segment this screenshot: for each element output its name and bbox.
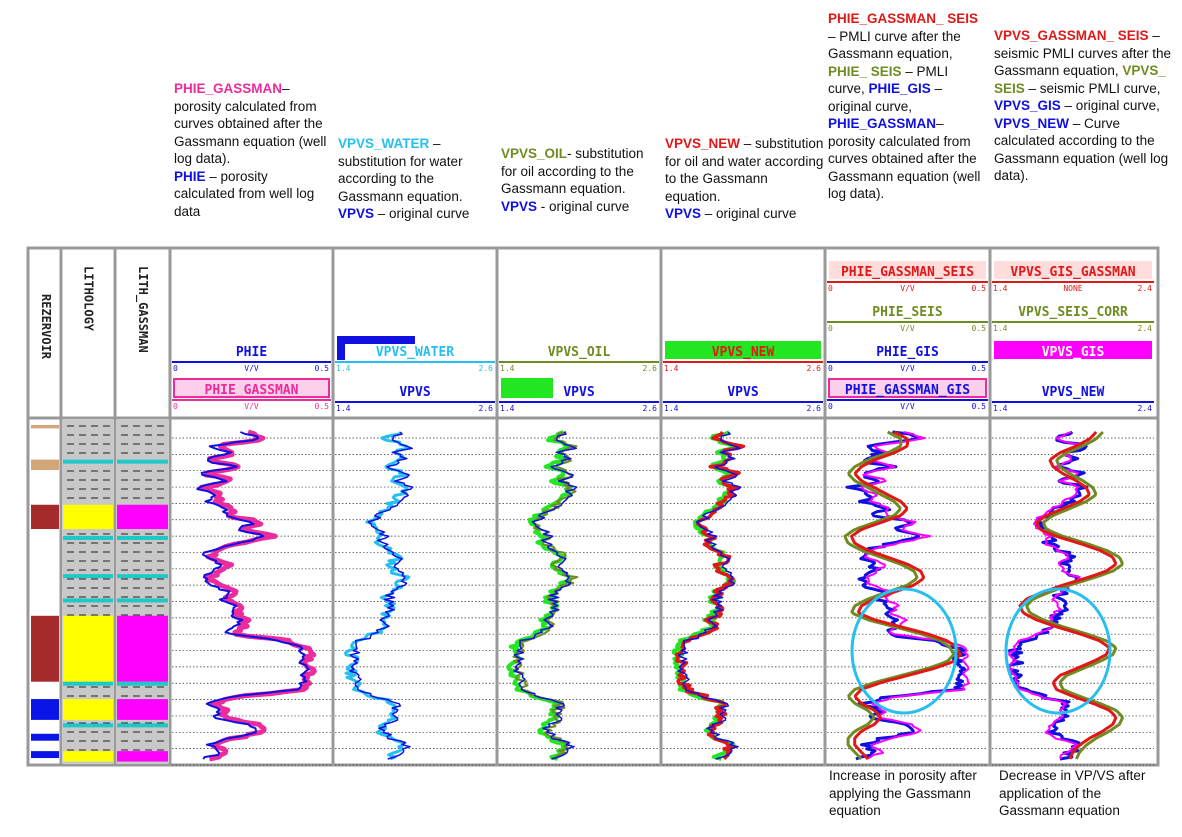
curve-header-max: 2.6 (806, 364, 821, 373)
reservoir-zone (31, 734, 59, 741)
lithology-thin-bed (117, 460, 168, 464)
annotation-text: – original curve (374, 206, 470, 221)
lithology-thin-bed (63, 460, 113, 464)
curve-header-min: 1.4 (500, 364, 515, 373)
curve-header-unit: V/V (244, 364, 259, 373)
curve-header-min: 1.4 (993, 404, 1008, 413)
label-vpvs: VPVS (665, 206, 702, 221)
label-vpvs-water: VPVS_WATER (338, 136, 430, 151)
curve-header-max: 0.5 (971, 402, 986, 411)
track-label-lithology: LITHOLOGY (81, 266, 96, 332)
curve-header-max: 2.6 (642, 364, 657, 373)
curve-header-min: 1.4 (993, 364, 1008, 373)
annotation-text: porosity calculated from curves obtained after the Gassmann equation (well log data). (174, 98, 327, 166)
annotation-text: – PMLI curve, (828, 63, 949, 96)
lithology-sand (117, 699, 168, 720)
curve-header-name: VPVS_GIS (1041, 345, 1105, 360)
annotation-text: - substitution for oil according to the Gassmann equation. (501, 146, 644, 196)
curve-header-max: 0.5 (971, 364, 986, 373)
annotation-text: – original curve, (1060, 98, 1160, 113)
lithology-thin-bed (117, 536, 168, 540)
curve-vpvs (678, 432, 741, 759)
label-vpvs: VPVS (501, 198, 538, 214)
lithology-thin-bed (117, 682, 168, 686)
label-vpvs-new: VPVS_NEW (994, 115, 1070, 131)
curve-header-unit: V/V (900, 364, 915, 373)
track-label-rezervoir: REZERVOIR (39, 294, 53, 360)
vpvs-oil-fill (501, 378, 553, 398)
annotation-text: – seismic PMLI curve, (1024, 80, 1161, 96)
curve-header-max: 0.5 (314, 402, 329, 411)
label-phie-gassman: PHIE_GASSMAN (174, 81, 283, 96)
curve-header-min: 0 (173, 402, 178, 411)
lithology-thin-bed (63, 723, 113, 727)
vpvs-water-fill (337, 336, 345, 360)
lithology-thin-bed (63, 682, 113, 686)
annotation-text: - original curve (537, 198, 630, 214)
lithology-thin-bed (63, 574, 113, 578)
curve-header-min: 1.4 (993, 324, 1008, 333)
track-label-lith_gassman: LITH_GASSMAN (136, 266, 150, 353)
curve-header-unit: V/V (900, 402, 915, 411)
lithology-thin-bed (63, 536, 113, 540)
curve-header-name: PHIE (235, 345, 268, 360)
lithology-thin-bed (117, 598, 168, 602)
curve-header-name: VPVS_GIS_GASSMAN (1010, 265, 1136, 280)
reservoir-zone (31, 751, 59, 758)
annotation-text: – seismic PMLI curves after the Gassmann equation, (994, 28, 1172, 78)
label-phie: PHIE (174, 168, 206, 184)
curve-header-min: 1.4 (993, 284, 1008, 293)
curve-header-max: 0.5 (971, 324, 986, 333)
label-vpvs-gis: VPVS_GIS (994, 98, 1061, 113)
curve-header-name: VPVS (399, 385, 431, 400)
curve-header-name: VPVS_OIL (547, 345, 611, 360)
label-phie-gassman-seis: PHIE_GASSMAN_ SEIS (828, 11, 979, 26)
label-vpvs-oil: VPVS_OIL (501, 146, 568, 161)
label-vpvs-new: VPVS_NEW (665, 136, 741, 151)
curve-header-unit: V/V (900, 324, 915, 333)
curve-header-min: 0 (173, 364, 178, 373)
lithology-sand (117, 751, 168, 761)
curve-header-max: 2.4 (1137, 324, 1152, 333)
curve-header-min: 1.4 (336, 404, 351, 413)
curve-header-name: VPVS_WATER (375, 345, 455, 360)
reservoir-zone (31, 699, 59, 720)
curve-header-unit: NONE (1063, 284, 1083, 293)
curve-header-name: PHIE_SEIS (872, 305, 943, 320)
annotation-text: – PMLI curve after the Gassmann equation, (828, 28, 961, 61)
curve-header-name: VPVS_NEW (1041, 385, 1105, 400)
label-vpvs-seis: VPVS_ SEIS (994, 63, 1166, 96)
lithology-sand (63, 751, 113, 761)
curve-header-max: 2.6 (478, 404, 493, 413)
footnote-vpvs: Decrease in VP/VS after application of the Gassmann equation (999, 768, 1146, 818)
curve-header-min: 1.4 (336, 364, 351, 373)
reservoir-zone (31, 616, 59, 682)
annotation-text: – porosity calculated from curves obtained after the Gassmann equation (well log data). (828, 116, 981, 201)
curve-header-name: VPVS_NEW (711, 345, 775, 360)
lithology-thin-bed (63, 598, 113, 602)
annotation-text: – substitution for oil and water according to the Gassmann equation. (665, 136, 824, 204)
curve-header-name: VPVS (727, 385, 759, 400)
lithology-thin-bed (117, 723, 168, 727)
label-vpvs-gassman-seis: VPVS_GASSMAN_ SEIS (994, 28, 1149, 43)
curve-header-min: 0 (828, 402, 833, 411)
curve-vpvs (350, 432, 413, 759)
annotation-text: – original curve, (828, 81, 943, 114)
annotation-text: – Curve calculated according to the Gassmann equation (well log data). (994, 115, 1169, 183)
curve-phie (197, 432, 308, 759)
curve-header-max: 2.4 (1137, 404, 1152, 413)
curve-header-min: 0 (828, 324, 833, 333)
curve-header-max: 0.5 (971, 284, 986, 293)
curve-header-min: 1.4 (664, 364, 679, 373)
vpvs-water-fill (337, 336, 415, 344)
curve-header-max: 2.6 (642, 404, 657, 413)
curve-header-max: 2.4 (1137, 364, 1152, 373)
curve-header-min: 0 (828, 364, 833, 373)
curve-header-name: PHIE_GASSMAN_GIS (844, 383, 971, 398)
curve-header-min: 1.4 (500, 404, 515, 413)
curve-header-unit: V/V (900, 284, 915, 293)
lithology-sand (63, 505, 113, 529)
curve-header-min: 1.4 (664, 404, 679, 413)
lithology-sand (117, 616, 168, 682)
lithology-sand (63, 699, 113, 720)
curve-header-max: 2.4 (1137, 284, 1152, 293)
reservoir-zone (31, 505, 59, 529)
label-phie-gassman: PHIE_GASSMAN (828, 116, 937, 131)
label-vpvs: VPVS (338, 206, 375, 221)
curve-header-max: 2.6 (478, 364, 493, 373)
curve-header-name: VPVS_SEIS_CORR (1018, 305, 1128, 320)
annotation-text: – porosity calculated from well log data (174, 168, 315, 219)
curve-vpvs-water (346, 432, 409, 759)
label-phie-gis: PHIE_GIS (868, 81, 931, 96)
curve-header-name: PHIE_GASSMAN_SEIS (840, 265, 975, 280)
reservoir-zone (31, 425, 59, 428)
annotation-text: – original curve (701, 206, 797, 221)
curve-header-name: PHIE_GIS (876, 345, 939, 360)
reservoir-zone (31, 460, 59, 470)
curve-header-name: VPVS (563, 385, 595, 400)
curve-header-name: PHIE_GASSMAN (204, 383, 299, 398)
curve-header-unit: V/V (244, 402, 259, 411)
lithology-thin-bed (117, 574, 168, 578)
curve-header-max: 2.6 (806, 404, 821, 413)
lithology-sand (117, 505, 168, 529)
curve-header-min: 0 (828, 284, 833, 293)
footnote-porosity: Increase in porosity after applying the Gassmann equation (829, 768, 977, 818)
annotation-text: – substitution for water according to the Gassmann equation. (338, 136, 463, 204)
lithology-sand (63, 616, 113, 682)
label-phie-seis: PHIE_ SEIS (828, 63, 902, 79)
curve-header-max: 0.5 (314, 364, 329, 373)
annotation-dash: – (282, 81, 290, 96)
